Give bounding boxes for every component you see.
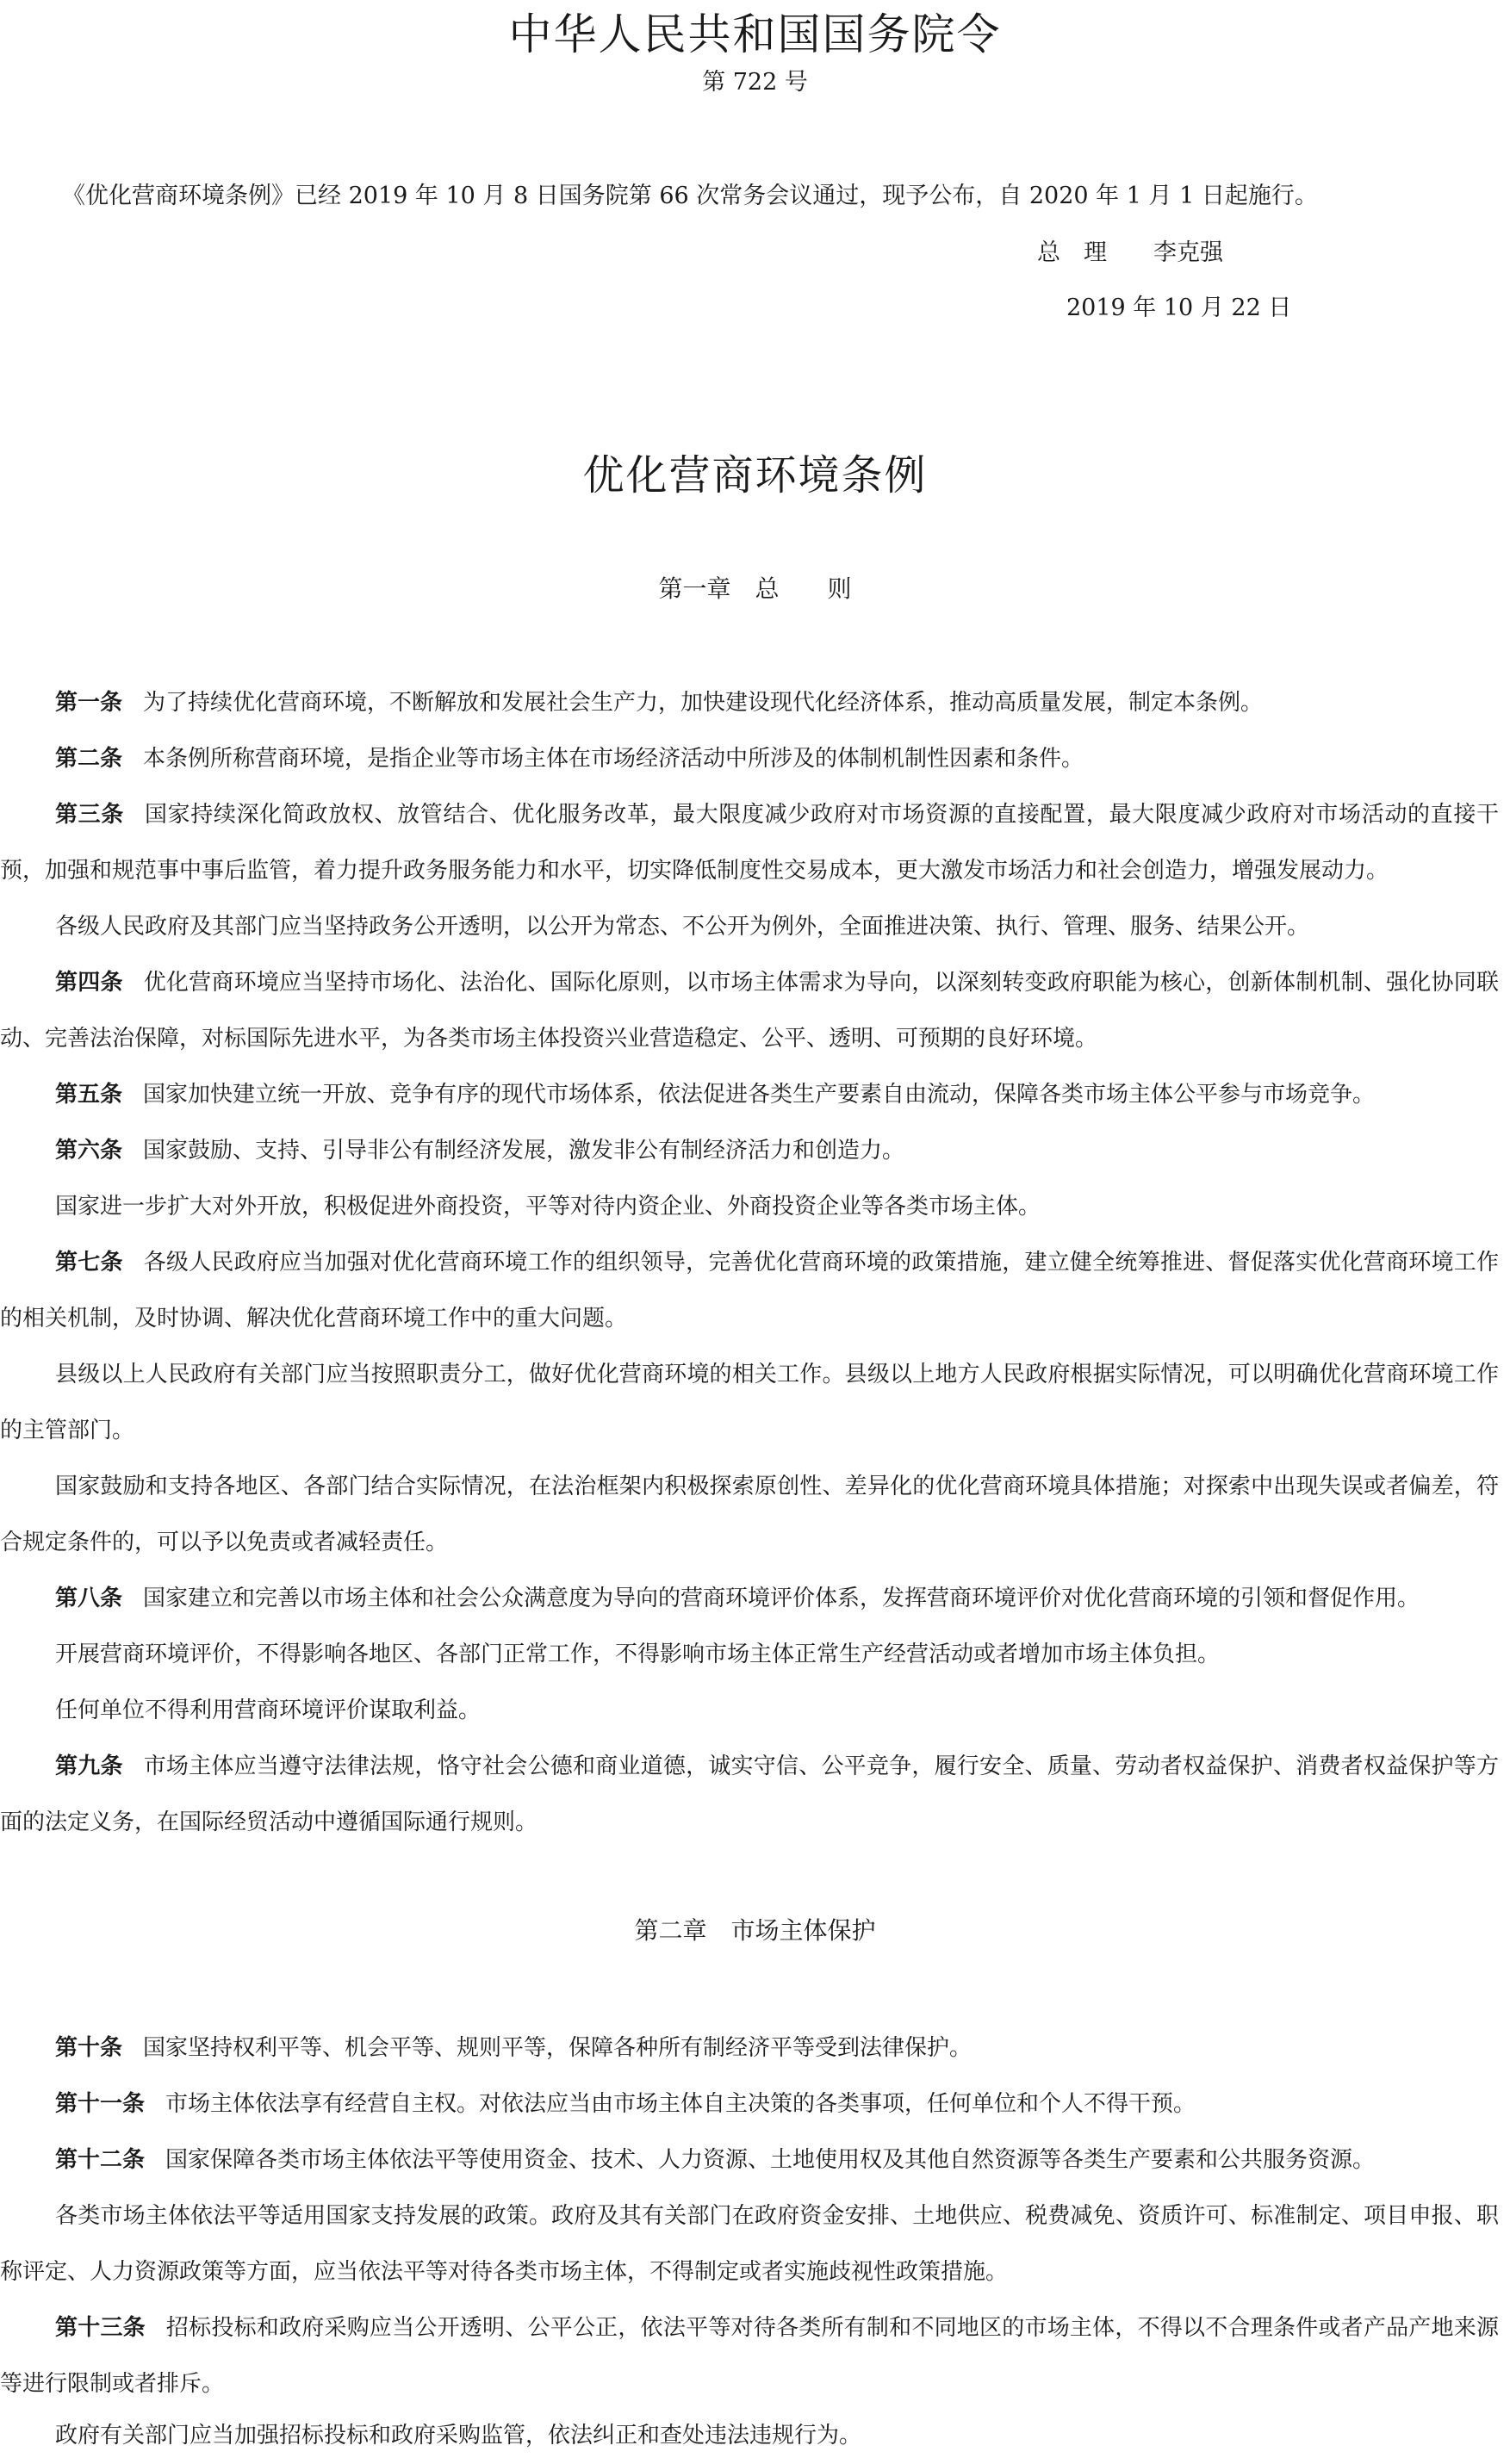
article-number: 第十一条 <box>55 2091 146 2117</box>
article-number: 第二条 <box>55 746 123 772</box>
article-text: 国家鼓励和支持各地区、各部门结合实际情况，在法治框架内积极探索原创性、差异化的优化营商环境具体措施；对探索中出现失误或者偏差，符合规定条件的，可以予以免责或者减轻责任。 <box>0 1474 1499 1555</box>
article-paragraph <box>0 1235 1499 1347</box>
article-paragraph <box>0 675 1499 731</box>
article-paragraph <box>0 1683 1499 1739</box>
article-paragraph <box>0 731 1499 787</box>
article-text: 市场主体应当遵守法律法规，恪守社会公德和商业道德，诚实守信、公平竞争，履行安全、质量、劳动者权益保护、消费者权益保护等方面的法定义务，在国际经贸活动中遵循国际通行规则。 <box>0 1753 1499 1835</box>
article-text: 国家持续深化简政放权、放管结合、优化服务改革，最大限度减少政府对市场资源的直接配置，最大限度减少政府对市场活动的直接干预，加强和规范事中事后监管，着力提升政务服务能力和水平，切实降低制度性交易成本，更大激发市场活力和社会创造力，增强发展动力。 <box>0 802 1499 884</box>
article-paragraph <box>0 1347 1499 1459</box>
article-paragraph <box>0 1123 1499 1179</box>
article-number: 第七条 <box>55 1250 123 1275</box>
article-number: 第十二条 <box>55 2147 146 2173</box>
article-number: 第十条 <box>55 2035 123 2061</box>
article-number: 第四条 <box>55 970 123 996</box>
chapter-title: 第二章 市场主体保护 <box>634 1916 876 1945</box>
article-text: 市场主体依法享有经营自主权。对依法应当由市场主体自主决策的各类事项，任何单位和个人不得干预。 <box>165 2091 1196 2117</box>
article-text: 县级以上人民政府有关部门应当按照职责分工，做好优化营商环境的相关工作。县级以上地方人民政府根据实际情况，可以明确优化营商环境工作的主管部门。 <box>0 1362 1499 1443</box>
article-text: 国家建立和完善以市场主体和社会公众满意度为导向的营商环境评价体系，发挥营商环境评价对优化营商环境的引领和督促作用。 <box>143 1586 1420 1611</box>
article-paragraph <box>0 1571 1499 1627</box>
article-text: 国家保障各类市场主体依法平等使用资金、技术、人力资源、土地使用权及其他自然资源等各类生产要素和公共服务资源。 <box>165 2147 1376 2173</box>
regulation-title: 优化营商环境条例 <box>582 451 928 500</box>
article-paragraph <box>0 1739 1499 1851</box>
decree-number: 第 722 号 <box>702 69 808 96</box>
article-text: 国家进一步扩大对外开放，积极促进外商投资，平等对待内资企业、外商投资企业等各类市场主体。 <box>55 1194 1041 1220</box>
article-paragraph <box>0 1627 1499 1683</box>
article-text: 本条例所称营商环境，是指企业等市场主体在市场经济活动中所涉及的体制机制性因素和条件。 <box>143 746 1084 772</box>
article-paragraph <box>0 1067 1499 1123</box>
signing-date: 2019 年 10 月 22 日 <box>1066 295 1292 321</box>
article-number: 第九条 <box>55 1753 123 1779</box>
article-text: 各级人民政府及其部门应当坚持政务公开透明，以公开为常态、不公开为例外，全面推进决策、执行、管理、服务、结果公开。 <box>55 914 1310 940</box>
article-paragraph <box>0 787 1499 899</box>
article-text: 开展营商环境评价，不得影响各地区、各部门正常工作，不得影响市场主体正常生产经营活动或者增加市场主体负担。 <box>55 1642 1221 1667</box>
article-number: 第五条 <box>55 1082 123 1108</box>
article-paragraph <box>0 955 1499 1067</box>
article-text: 各类市场主体依法平等适用国家支持发展的政策。政府及其有关部门在政府资金安排、土地供应、税费减免、资质许可、标准制定、项目申报、职称评定、人力资源政策等方面，应当依法平等对待各类市场主体，不得制定或者实施歧视性政策措施。 <box>0 2203 1499 2285</box>
article-text: 优化营商环境应当坚持市场化、法治化、国际化原则，以市场主体需求为导向，以深刻转变政府职能为核心，创新体制机制、强化协同联动、完善法治保障，对标国际先进水平，为各类市场主体投资兴业营造稳定、公平、透明、可预期的良好环境。 <box>0 970 1499 1052</box>
article-paragraph <box>0 1179 1499 1235</box>
signer: 总 理 李克强 <box>1037 239 1223 266</box>
article-paragraph <box>0 1459 1499 1571</box>
article-text: 各级人民政府应当加强对优化营商环境工作的组织领导，完善优化营商环境的政策措施，建立健全统筹推进、督促落实优化营商环境工作的相关机制，及时协调、解决优化营商环境工作中的重大问题。 <box>0 1250 1499 1331</box>
article-number: 第一条 <box>55 690 123 716</box>
article-paragraph <box>0 2132 1499 2188</box>
article-paragraph <box>0 899 1499 955</box>
article-number: 第十三条 <box>55 2315 146 2341</box>
promulgation-statement: 《优化营商环境条例》已经 2019 年 10 月 8 日国务院第 66 次常务会议通过，现予公布，自 2020 年 1 月 1 日起施行。 <box>62 183 1318 209</box>
article-text: 国家加快建立统一开放、竞争有序的现代市场体系，依法促进各类生产要素自由流动，保障各类市场主体公平参与市场竞争。 <box>143 1082 1376 1108</box>
decree-title: 中华人民共和国国务院令 <box>508 9 1002 59</box>
article-text: 任何单位不得利用营商环境评价谋取利益。 <box>55 1697 482 1723</box>
chapter-title: 第一章 总 则 <box>658 574 852 603</box>
article-text: 国家鼓励、支持、引导非公有制经济发展，激发非公有制经济活力和创造力。 <box>143 1138 905 1164</box>
article-paragraph <box>0 2020 1499 2076</box>
article-paragraph <box>0 2188 1499 2300</box>
article-text: 为了持续优化营商环境，不断解放和发展社会生产力，加快建设现代化经济体系，推动高质量发展，制定本条例。 <box>143 690 1264 716</box>
article-paragraph <box>0 2408 1499 2464</box>
article-text: 国家坚持权利平等、机会平等、规则平等，保障各种所有制经济平等受到法律保护。 <box>143 2035 972 2061</box>
article-text: 招标投标和政府采购应当公开透明、公平公正，依法平等对待各类所有制和不同地区的市场主体，不得以不合理条件或者产品产地来源等进行限制或者排斥。 <box>0 2315 1499 2397</box>
article-paragraph <box>0 2300 1499 2412</box>
article-number: 第六条 <box>55 1138 123 1164</box>
article-number: 第八条 <box>55 1586 123 1611</box>
article-paragraph <box>0 2076 1499 2132</box>
article-number: 第三条 <box>55 802 124 828</box>
article-text: 政府有关部门应当加强招标投标和政府采购监管，依法纠正和查处违法违规行为。 <box>55 2423 862 2448</box>
